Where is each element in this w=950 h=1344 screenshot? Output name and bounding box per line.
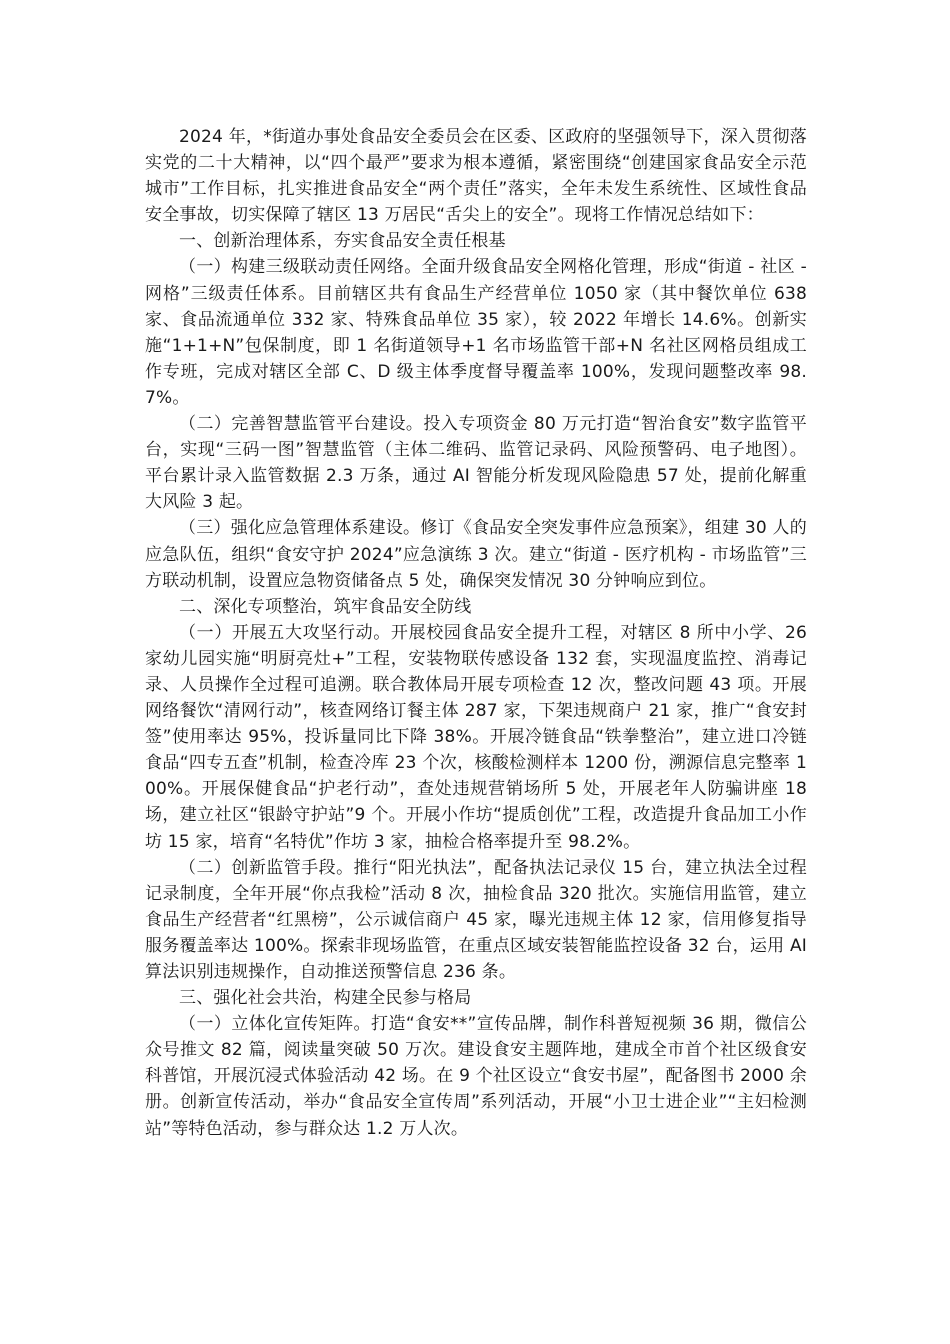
paragraph-2-2: （二）创新监管手段。推行“阳光执法”，配备执法记录仪 15 台，建立执法全过程记录制度，全年开展“你点我检”活动 8 次，抽检食品 320 批次。实施信用监管，建立食品生产经营者“红黑榜”，公示诚信商户 45 家，曝光违规主体 12 家，信用修复指导服务覆盖率达 100%。探索非现场监管，在重点区域安装智能监控设备 32 台，运用 AI 算法识别违规操作，自动推送预警信息 236 条。 xyxy=(145,857,807,982)
paragraph-2-1: （一）开展五大攻坚行动。开展校园食品安全提升工程，对辖区 8 所中小学、26 家幼儿园实施“明厨亮灶+”工程，安装物联传感设备 132 套，实现温度监控、消毒记录、人员操作全过程可追溯。联合教体局开展专项检查 12 次，整改问题 43 项。开展网络餐饮“清网行动”，核查网络订餐主体 287 家，下架违规商户 21 家，推广“食安封签”使用率达 95%，投诉量同比下降 38%。开展冷链食品“铁拳整治”，建立进口冷链食品“四专五查”机制，检查冷库 23 个次，核酸检测样本 1200 份，溯源信息完整率 100%。开展保健食品“护老行动”，查处违规营销场所 5 处，开展老年人防骗讲座 18 场，建立社区“银龄守护站”9 个。开展小作坊“提质创优”工程，改造提升食品加工小作坊 15 家，培育“名特优”作坊 3 家，抽检合格率提升至 98.2%。 xyxy=(145,622,807,852)
paragraph-1-3: （三）强化应急管理体系建设。修订《食品安全突发事件应急预案》，组建 30 人的应急队伍，组织“食安守护 2024”应急演练 3 次。建立“街道 - 医疗机构 - 市场监管”三方联动机制，设置应急物资储备点 5 处，确保突发情况 30 分钟响应到位。 xyxy=(145,518,807,591)
section-heading-1: 一、创新治理体系，夯实食品安全责任根基 xyxy=(179,231,506,252)
paragraph-1-1: （一）构建三级联动责任网络。全面升级食品安全网格化管理，形成“街道 - 社区 - 网格”三级责任体系。目前辖区共有食品生产经营单位 1050 家（其中餐饮单位 638 家、食品流通单位 332 家、特殊食品单位 35 家），较 2022 年增长 14.6%。创新实施“1+1+N”包保制度，即 1 名街道领导+1 名市场监管干部+N 名社区网格员组成工作专班，完成对辖区全部 C、D 级主体季度督导覆盖率 100%，发现问题整改率 98.7%。 xyxy=(145,257,807,408)
section-heading-2: 二、深化专项整治，筑牢食品安全防线 xyxy=(179,596,472,617)
paragraph-3-1: （一）立体化宣传矩阵。打造“食安**”宣传品牌，制作科普短视频 36 期，微信公众号推文 82 篇，阅读量突破 50 万次。建设食安主题阵地，建成全市首个社区级食安科普馆，开展沉浸式体验活动 42 场。在 9 个社区设立“食安书屋”，配备图书 2000 余册。创新宣传活动，举办“食品安全宣传周”系列活动，开展“小卫士进企业”“主妇检测站”等特色活动，参与群众达 1.2 万人次。 xyxy=(145,1014,807,1139)
section-heading-3: 三、强化社会共治，构建全民参与格局 xyxy=(179,988,472,1009)
intro-paragraph: 2024 年，*街道办事处食品安全委员会在区委、区政府的坚强领导下，深入贯彻落实党的二十大精神，以“四个最严”要求为根本遵循，紧密围绕“创建国家食品安全示范城市”工作目标，扎实推进食品安全“两个责任”落实，全年未发生系统性、区域性食品安全事故，切实保障了辖区 13 万居民“舌尖上的安全”。现将工作情况总结如下： xyxy=(145,127,807,226)
document-page xyxy=(145,124,807,1142)
paragraph-1-2: （二）完善智慧监管平台建设。投入专项资金 80 万元打造“智治食安”数字监管平台，实现“三码一图”智慧监管（主体二维码、监管记录码、风险预警码、电子地图）。平台累计录入监管数据 2.3 万条，通过 AI 智能分析发现风险隐患 57 处，提前化解重大风险 3 起。 xyxy=(145,414,807,513)
